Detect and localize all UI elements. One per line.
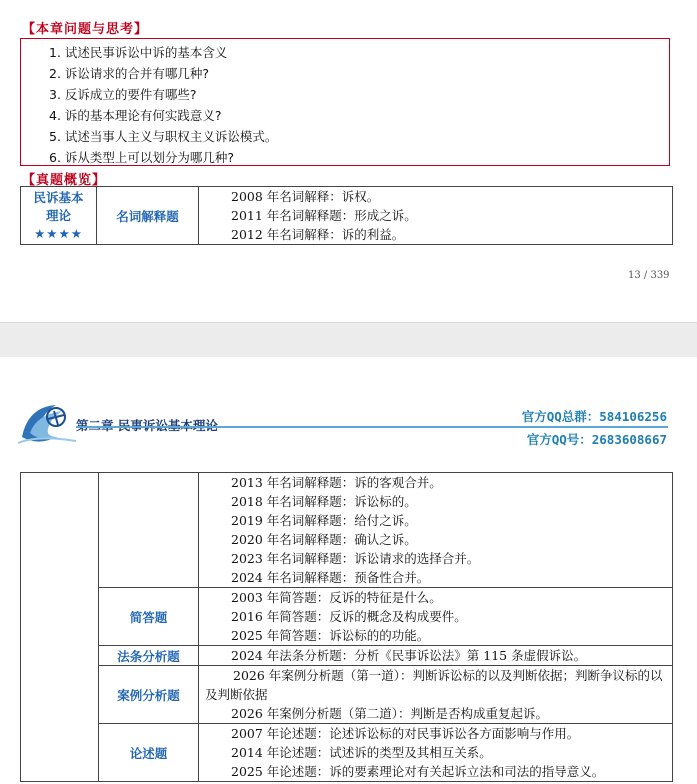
question-item: 6. 诉从类型上可以划分为哪几种? (49, 150, 235, 165)
exam-overview-title: 【真题概览】 (22, 173, 107, 188)
items-cell (199, 646, 673, 666)
question-item: 4. 诉的基本理论有何实践意义? (49, 108, 222, 123)
page-header (0, 357, 697, 467)
exam-item: 2020 年名词解释题：确认之诉。 (231, 532, 417, 547)
questions-title: 【本章问题与思考】 (22, 22, 149, 37)
exam-item: 2011 年名词解释题：形成之诉。 (231, 208, 417, 223)
exam-item: 2008 年名词解释：诉权。 (231, 189, 380, 204)
qq-group: 官方QQ总群：584106256 (521, 409, 667, 424)
exam-item: 2024 年法条分析题：分析《民事诉讼法》第 115 条虚假诉讼。 (231, 648, 587, 663)
wave-logo-icon (18, 397, 76, 447)
exam-item: 2003 年简答题：反诉的特征是什么。 (231, 590, 442, 605)
exam-item: 2018 年名词解释题：诉讼标的。 (231, 494, 417, 509)
exam-item: 2026 年案例分析题（第二道）：判断是否构成重复起诉。 (231, 706, 549, 721)
exam-item: 2025 年论述题：诉的要素理论对有关起诉立法和司法的指导意义。 (231, 764, 605, 779)
items-cell (199, 187, 673, 245)
question-item: 5. 试述当事人主义与职权主义诉讼模式。 (49, 129, 278, 144)
difficulty-stars: ★★★★ (34, 225, 83, 241)
header-rule (76, 426, 668, 428)
exam-item: 2024 年名词解释题：预备性合并。 (231, 570, 430, 585)
question-item: 3. 反诉成立的要件有哪些? (49, 87, 197, 102)
page-gap (0, 322, 697, 358)
page-14 (0, 357, 697, 784)
category-cell: 简答题 (99, 588, 199, 646)
exam-table-continued (20, 472, 673, 782)
chapter-title (76, 416, 218, 434)
question-item: 1. 试述民事诉讼中诉的基本含义 (49, 45, 228, 60)
category-cell (99, 473, 199, 588)
exam-item: 2016 年简答题：反诉的概念及构成要件。 (231, 609, 467, 624)
exam-item: 2012 年名词解释：诉的利益。 (231, 227, 405, 242)
exam-table-top (20, 186, 673, 245)
category-cell: 案例分析题 (99, 666, 199, 724)
exam-item: 2023 年名词解释题：诉讼请求的选择合并。 (231, 551, 480, 566)
exam-item: 2026 年案例分析题（第一道）：判断诉讼标的以及判断依据；判断争议标的以及判断依据 (205, 668, 663, 702)
exam-item: 2019 年名词解释题：给付之诉。 (231, 513, 417, 528)
items-cell (199, 473, 673, 588)
page-13 (0, 0, 697, 322)
exam-item: 2007 年论述题：论述诉讼标的对民事诉讼各方面影响与作用。 (231, 726, 580, 741)
exam-item: 2014 年论述题：试述诉的类型及其相互关系。 (231, 745, 492, 760)
exam-item: 2013 年名词解释题：诉的客观合并。 (231, 475, 442, 490)
page-number: 13 / 339 (628, 270, 670, 281)
question-item: 2. 诉讼请求的合并有哪几种? (49, 66, 210, 81)
items-cell (199, 724, 673, 782)
category-cell: 名词解释题 (97, 187, 199, 245)
category-cell: 论述题 (99, 724, 199, 782)
questions-box (20, 38, 670, 166)
topic-line2: 理论 (45, 207, 71, 223)
topic-line1: 民诉基本 (33, 189, 84, 205)
items-cell (199, 588, 673, 646)
category-cell: 法条分析题 (99, 646, 199, 666)
topic-cell-empty (21, 473, 99, 782)
topic-cell (21, 187, 97, 245)
items-cell (199, 666, 673, 724)
exam-item: 2025 年简答题：诉讼标的的功能。 (231, 628, 430, 643)
qq-number: 官方QQ号：2683608667 (526, 432, 667, 447)
